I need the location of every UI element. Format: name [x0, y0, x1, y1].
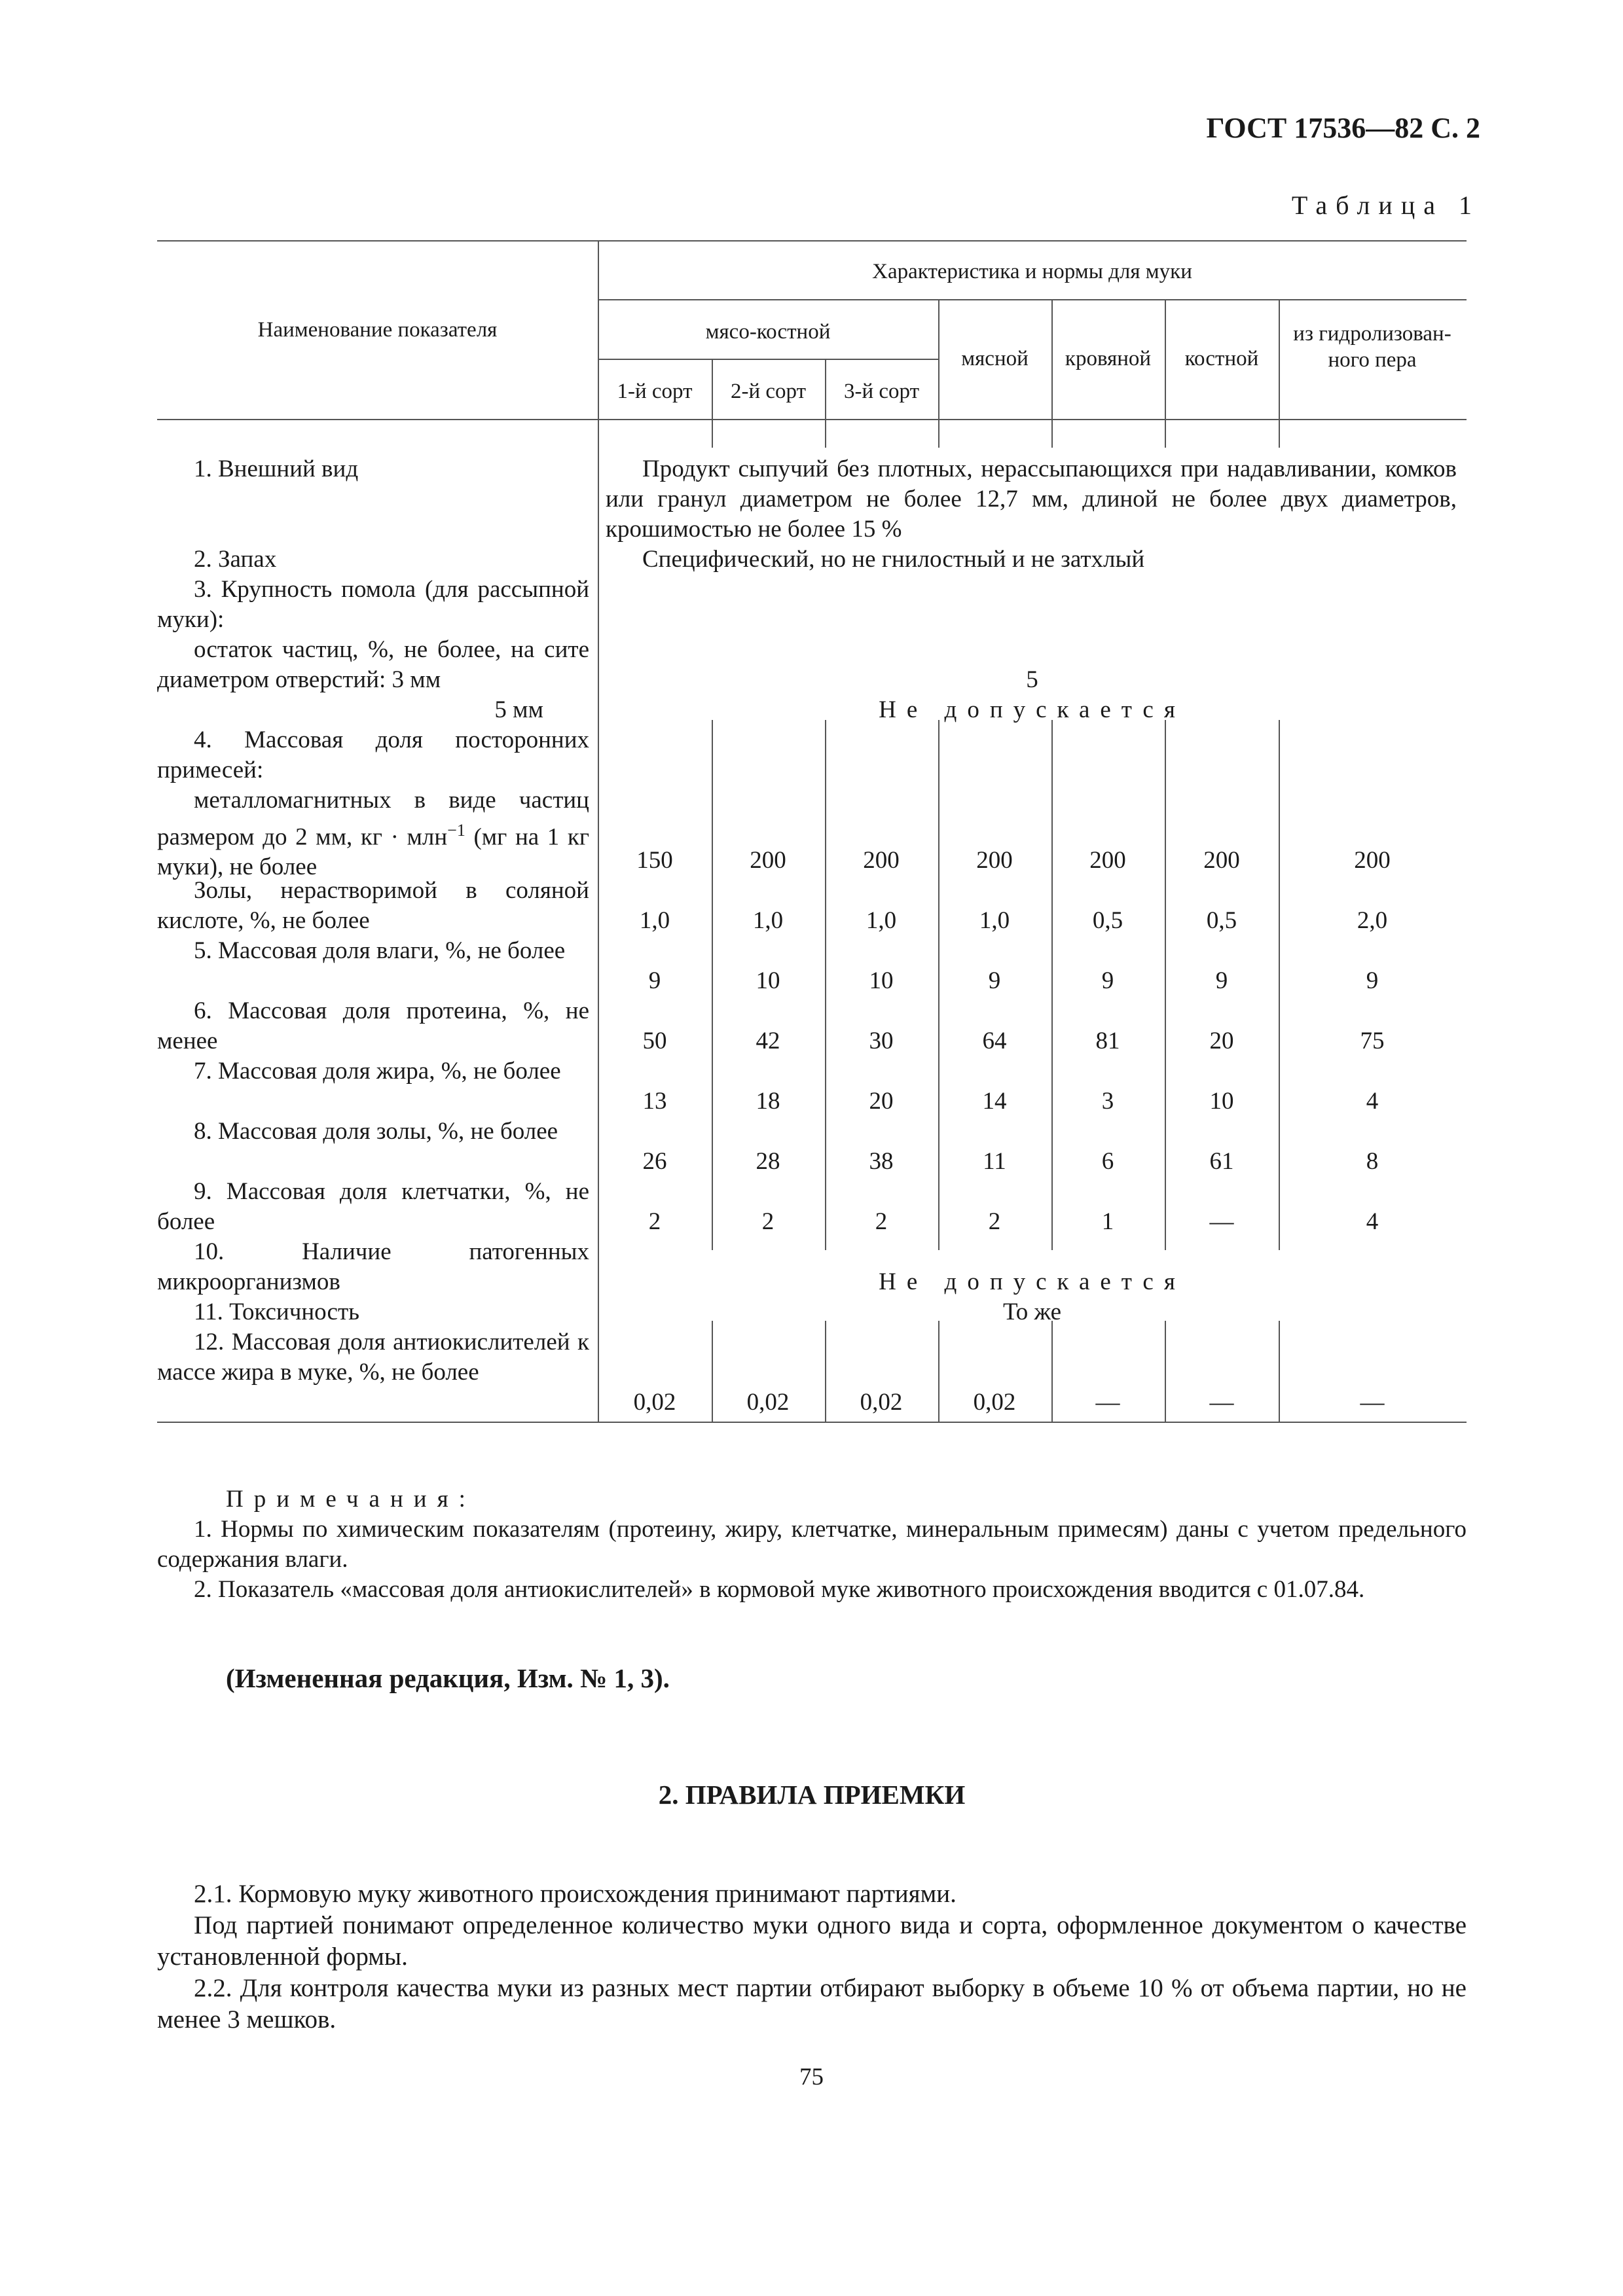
note-2: 2. Показатель «массовая доля антиокислителей» в кормовой муке животного происхождения вводится с 01.07.84. [194, 1576, 1365, 1603]
col-header-blood: кровяной [1065, 347, 1152, 370]
header-group-rule [598, 299, 1467, 300]
body-col-sep [938, 1321, 939, 1422]
table-cell: 10 [1209, 1088, 1234, 1115]
table-cell: 28 [756, 1148, 780, 1175]
table-cell: 0,02 [746, 1389, 790, 1416]
table-cell: — [1209, 1208, 1234, 1235]
row-name-part: (мг на 1 кг муки), не более [157, 823, 589, 881]
table-cell: 0,5 [1092, 907, 1123, 934]
col-header-grade2: 2-й сорт [730, 380, 807, 403]
row-name [157, 785, 589, 882]
revision-note: (Измененная редакция, Изм. № 1, 3). [226, 1663, 670, 1693]
table-cell: 200 [1203, 847, 1240, 874]
col-header-bone: костной [1184, 347, 1259, 370]
body-col-sep [1051, 1321, 1053, 1422]
table-cell: 4 [1366, 1088, 1379, 1115]
row-value-span: То же [1002, 1299, 1062, 1325]
table-cell: 0,02 [633, 1389, 676, 1416]
row-name: 4. Массовая доля посторонних примесей: [157, 726, 589, 783]
table-cell: 75 [1360, 1028, 1385, 1054]
table-top-rule [157, 240, 1467, 242]
table-cell: 10 [869, 967, 894, 994]
table-cell: 1,0 [979, 907, 1010, 934]
body-col-stub [1279, 420, 1280, 448]
table-label: Таблица 1 [1291, 190, 1480, 220]
table-cell: 2,0 [1357, 907, 1388, 934]
table-cell: 13 [642, 1088, 667, 1115]
table-cell: 20 [869, 1088, 894, 1115]
table-cell: 14 [982, 1088, 1007, 1115]
row-name: 7. Массовая доля жира, %, не более [194, 1058, 561, 1085]
table-cell: 2 [988, 1208, 1001, 1235]
table-cell: 64 [982, 1028, 1007, 1054]
body-col-sep [1051, 720, 1053, 1250]
body-col-sep [1165, 720, 1166, 1250]
table-cell: 9 [1101, 967, 1114, 994]
table-cell: 8 [1366, 1148, 1379, 1175]
table-cell: 0,02 [860, 1389, 903, 1416]
table-cell: 26 [642, 1148, 667, 1175]
table-cell: 9 [1215, 967, 1228, 994]
notes-title: Примечания: [226, 1486, 476, 1513]
table-cell: 2 [648, 1208, 661, 1235]
body-col-sep [712, 1321, 713, 1422]
table-cell: 38 [869, 1148, 894, 1175]
body-col-sep [1279, 720, 1280, 1250]
table-cell: 200 [863, 847, 900, 874]
row-name: 8. Массовая доля золы, %, не более [194, 1118, 558, 1145]
row-name: 12. Массовая доля антиокислителей к массе жира в муке, %, не более [157, 1329, 589, 1386]
table-cell: 200 [1354, 847, 1391, 874]
row-value-span: Продукт сыпучий без плотных, нерассыпающихся при надавливании, комков или гранул диаметром не более 12,7 мм, длиной не более двух диаметров, крошимостью не более 15 % [606, 456, 1457, 543]
table-cell: — [1209, 1389, 1234, 1416]
row-name: 1. Внешний вид [194, 456, 359, 482]
body-col-stub [825, 420, 826, 448]
paragraph: Под партией понимают определенное количество муки одного вида и сорта, оформленное документом о качестве установленной формы. [157, 1911, 1467, 1971]
table-cell: 30 [869, 1028, 894, 1054]
table-cell: 9 [648, 967, 661, 994]
body-col-stub [938, 420, 939, 448]
row-name: 3. Крупность помола (для рассыпной муки): [157, 576, 589, 633]
table-bottom-rule [157, 1422, 1467, 1423]
col-header-indicator: Наименование показателя [257, 318, 498, 342]
row-name: 5. Массовая доля влаги, %, не более [194, 937, 566, 964]
col-header-group: Характеристика и нормы для муки [872, 260, 1192, 283]
table-cell: 6 [1101, 1148, 1114, 1175]
row-name: 6. Массовая доля протеина, %, не менее [157, 997, 589, 1054]
body-col-sep [1165, 1321, 1166, 1422]
row-name: 11. Токсичность [194, 1299, 360, 1325]
table-cell: 0,5 [1206, 907, 1237, 934]
table-cell: 9 [988, 967, 1001, 994]
row-name: 9. Массовая доля клетчатки, %, не более [157, 1178, 589, 1235]
table-cell: 10 [756, 967, 780, 994]
table-header-bottom-rule [157, 419, 1467, 420]
table-cell: — [1360, 1389, 1385, 1416]
body-col-stub [1051, 420, 1053, 448]
table-cell: 150 [636, 847, 673, 874]
col-header-meat-bone: мясо-костной [705, 320, 831, 344]
table-cell: 200 [750, 847, 786, 874]
section-title: 2. ПРАВИЛА ПРИЕМКИ [658, 1780, 966, 1810]
header-col-sep [1279, 299, 1280, 419]
table-cell: 81 [1095, 1028, 1120, 1054]
header-subgroup-rule [598, 359, 938, 360]
body-col-sep [825, 720, 826, 1250]
document-header: ГОСТ 17536—82 С. 2 [1206, 112, 1480, 144]
table-cell: 0,02 [973, 1389, 1016, 1416]
superscript: −1 [447, 821, 465, 840]
table-cell: — [1095, 1389, 1120, 1416]
row-value-span: Не допускается [879, 696, 1186, 723]
row-value-span: Специфический, но не гнилостный и не затхлый [642, 546, 1145, 573]
body-col-sep [938, 720, 939, 1250]
table-cell: 2 [761, 1208, 775, 1235]
table-cell: 1,0 [639, 907, 670, 934]
table-cell: 18 [756, 1088, 780, 1115]
table-cell: 50 [642, 1028, 667, 1054]
paragraph: 2.1. Кормовую муку животного происхождения принимают партиями. [194, 1880, 957, 1908]
body-col-sep [712, 720, 713, 1250]
row-name: 2. Запах [194, 546, 277, 573]
table-cell: 1,0 [752, 907, 784, 934]
table-cell: 200 [1089, 847, 1126, 874]
col-header-grade1: 1-й сорт [617, 380, 693, 403]
row-name: 5 мм [494, 696, 543, 723]
body-col-stub [1165, 420, 1166, 448]
table-cell: 61 [1209, 1148, 1234, 1175]
table-cell: 11 [983, 1148, 1006, 1175]
paragraph: 2.2. Для контроля качества муки из разных мест партии отбирают выборку в объеме 10 % от объема партии, но не менее 3 мешков. [157, 1974, 1467, 2034]
row-name-part: металломагнитных в виде частиц размером до 2 мм, кг · млн [157, 787, 589, 851]
col-header-feather: из гидролизован-ного пера [1293, 322, 1451, 372]
table-cell: 1 [1101, 1208, 1114, 1235]
table-cell: 20 [1209, 1028, 1234, 1054]
body-col-sep [825, 1321, 826, 1422]
body-col-sep [1279, 1321, 1280, 1422]
row-name: Золы, нерастворимой в соляной кислоте, %, не более [157, 877, 589, 934]
col-header-grade3: 3-й сорт [843, 380, 920, 403]
row-value-span: 5 [1026, 666, 1038, 693]
row-name: 10. Наличие патогенных микроорганизмов [157, 1238, 589, 1295]
table-cell: 42 [756, 1028, 780, 1054]
col-header-meat: мясной [961, 347, 1029, 370]
body-col-stub [712, 420, 713, 448]
table-cell: 3 [1101, 1088, 1114, 1115]
table-cell: 9 [1366, 967, 1379, 994]
page-number: 75 [799, 2064, 824, 2090]
table-divider [598, 240, 599, 1422]
table-cell: 200 [976, 847, 1013, 874]
table-cell: 2 [875, 1208, 888, 1235]
row-value-span: Не допускается [879, 1268, 1186, 1295]
table-cell: 1,0 [866, 907, 897, 934]
note-1: 1. Нормы по химическим показателям (протеину, жиру, клетчатке, минеральным примесям) даны с учетом предельного содержания влаги. [157, 1516, 1467, 1573]
table-cell: 4 [1366, 1208, 1379, 1235]
row-name: остаток частиц, %, не более, на сите диаметром отверстий: 3 мм [157, 636, 589, 693]
